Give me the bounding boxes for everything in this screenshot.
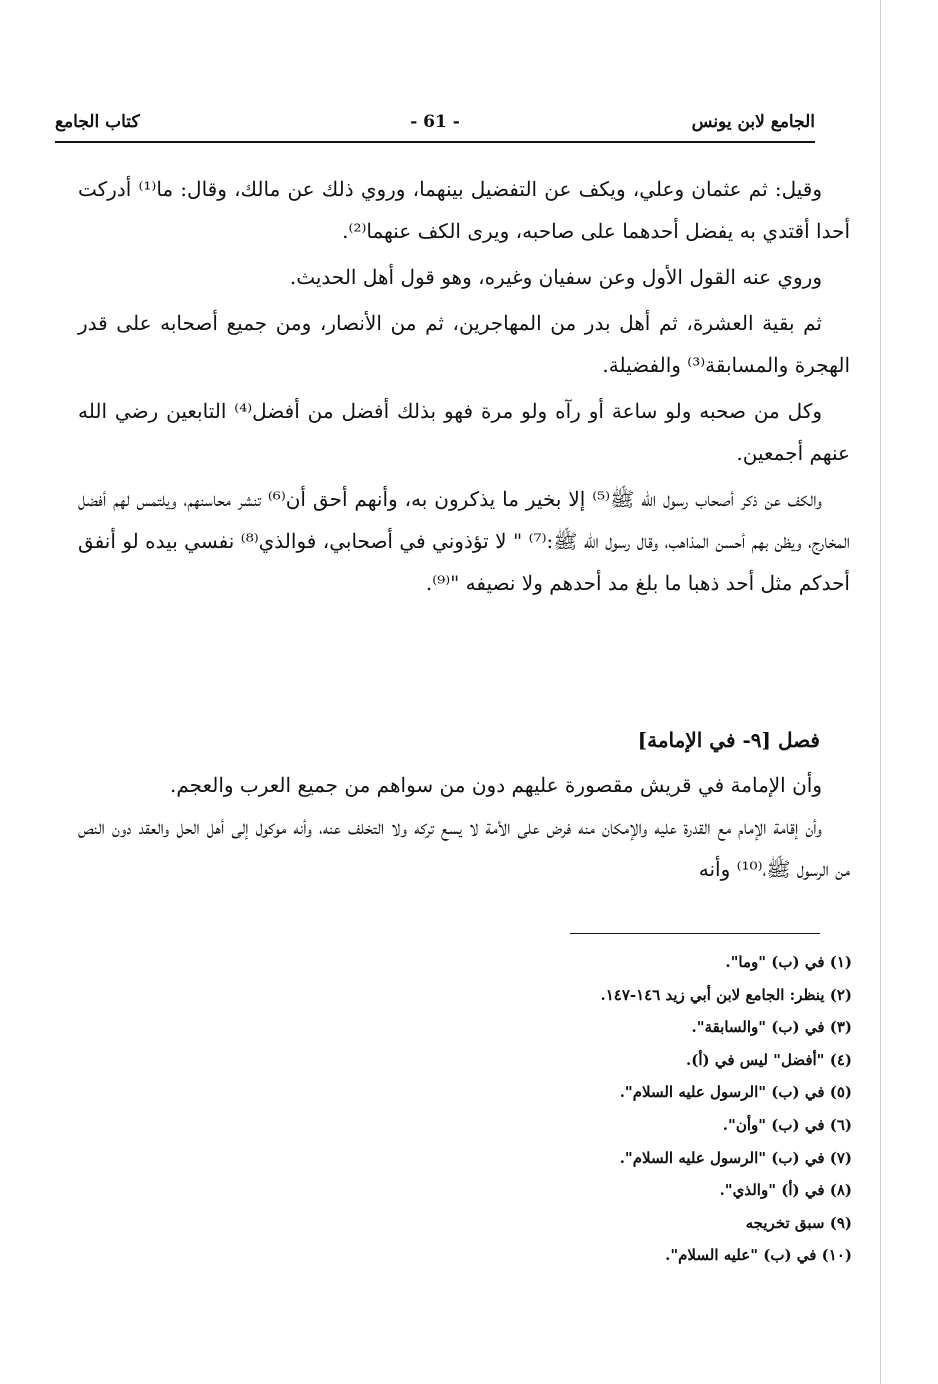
running-header [55, 112, 815, 142]
paragraph: والكف عن ذكر أصحاب رسول الله ﷺ⁽⁵⁾ إلا بخير ما يذكرون به، وأنهم أحق أن⁽⁶⁾ تنشر محاسنهم، ويلتمس لهم أفضل المخارج، ويظن بهم أحسن المذاهب، وقال رسول الله ﷺ:⁽⁷⁾ " لا تؤذوني في أصحابي، فوالذي⁽⁸⁾ نفسي بيده لو أنفق أحدكم مثل أحد ذهبا ما بلغ مد أحدهم ولا نصيفه "⁽⁹⁾. [78, 487, 851, 595]
footnote: (٤) "أفضل" ليس في (أ). [686, 1050, 852, 1069]
footnote: (٨) في (أ) "والذي". [719, 1181, 852, 1200]
footnote: (١) في (ب) "وما". [725, 953, 852, 971]
footnote: (٧) في (ب) "الرسول عليه السلام". [619, 1148, 852, 1167]
header-chapter-title: كتاب الجامع [55, 112, 140, 132]
paragraph: وروي عنه القول الأول وعن سفيان وغيره، وهو قول أهل الحديث. [289, 265, 822, 289]
paragraph: وقيل: ثم عثمان وعلي، ويكف عن التفضيل بينهما، وروي ذلك عن مالك، وقال: ما⁽¹⁾ أدركت أحدا أقتدي به يفضل أحدهما على صاحبه، ويرى الكف عنهما⁽²⁾. [78, 177, 850, 243]
paragraph: وأن إقامة الإمام مع القدرة عليه والإمكان منه فرض على الأمة لا يسع تركه ولا التخلف عنه، وأنه موكول إلى أهل الحل والعقد دون النص من الرسول ﷺ،⁽¹⁰⁾ وأنه [78, 815, 850, 881]
paragraph: ثم بقية العشرة، ثم أهل بدر من المهاجرين، ثم من الأنصار، ومن جميع أصحابه على قدر الهجرة والمسابقة⁽³⁾ والفضيلة. [78, 311, 850, 377]
footnote: (٣) في (ب) "والسابقة". [691, 1018, 852, 1037]
main-body [78, 168, 850, 608]
footnote: (١٠) في (ب) "عليه السلام". [665, 1246, 852, 1265]
footnotes [300, 946, 852, 1272]
page-number: - 61 - [410, 112, 460, 132]
header-book-title: الجامع لابن يونس [691, 112, 815, 132]
footnote: (٦) في (ب) "وأن". [722, 1115, 852, 1134]
section-body [78, 764, 850, 890]
footnote-divider [570, 933, 820, 934]
header-divider [55, 141, 815, 143]
paragraph: وأن الإمامة في قريش مقصورة عليهم دون من سواهم من جميع العرب والعجم. [170, 773, 822, 797]
page-edge-line [880, 0, 881, 1384]
footnote: (٩) سبق تخريجه [745, 1213, 852, 1232]
paragraph: وكل من صحبه ولو ساعة أو رآه ولو مرة فهو بذلك أفضل من أفضل⁽⁴⁾ التابعين رضي الله عنهم أجمعين. [78, 399, 850, 465]
section-heading: فصل [٩- في الإمامة] [637, 728, 820, 752]
footnote: (٢) ينظر: الجامع لابن أبي زيد ١٤٦-١٤٧. [600, 985, 852, 1004]
footnote: (٥) في (ب) "الرسول عليه السلام". [619, 1083, 852, 1102]
